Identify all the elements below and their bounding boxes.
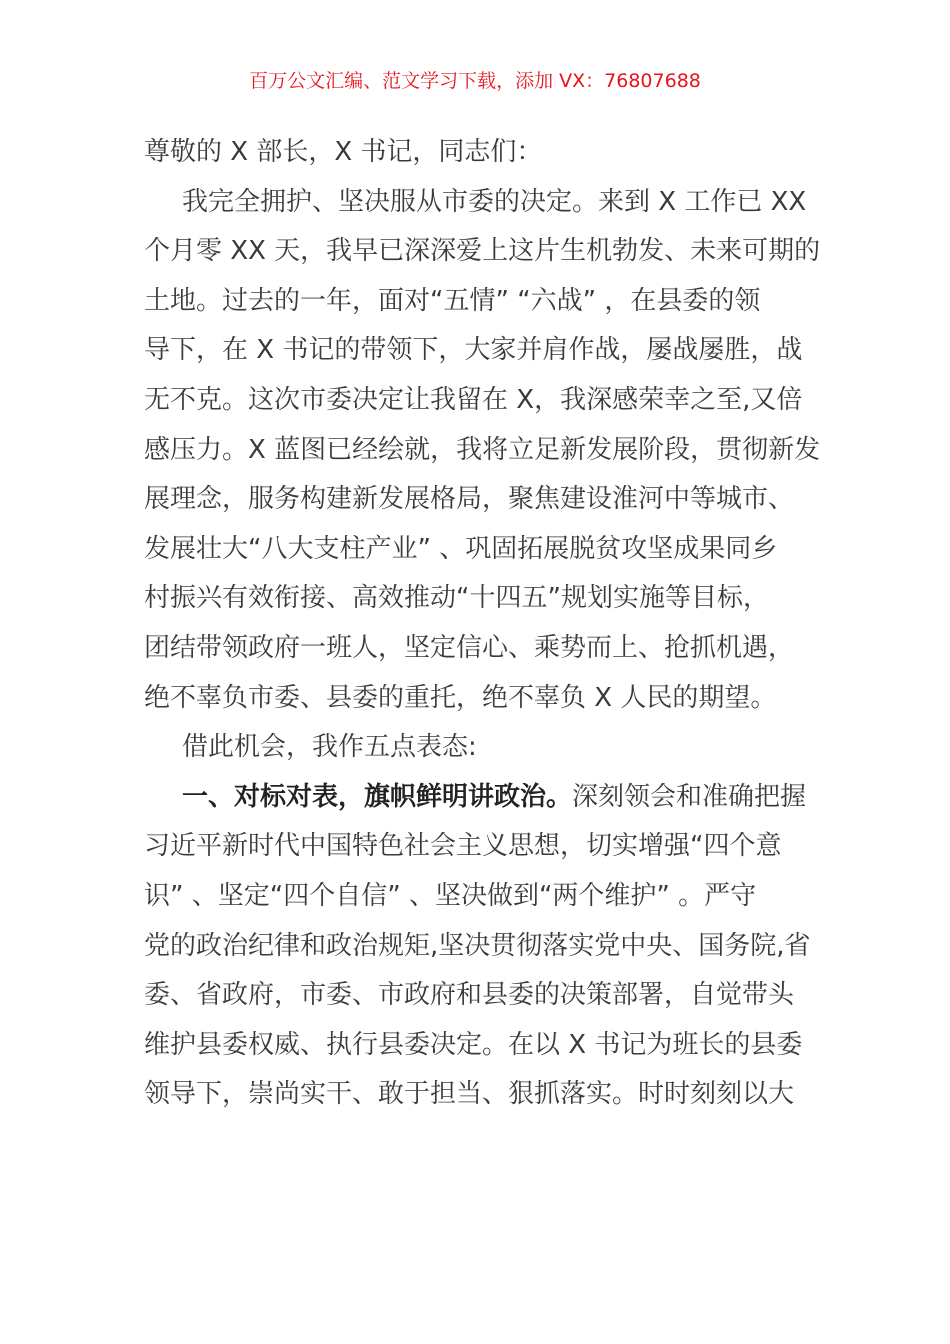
- paragraph-line: 领导下，崇尚实干、敢于担当、狠抓落实。时时刻刻以大: [144, 1079, 795, 1110]
- paragraph-3: [144, 773, 811, 1120]
- paragraph-line: 委、省政府，市委、市政府和县委的决策部署，自觉带头: [144, 980, 795, 1011]
- paragraph-line: 维护县委权威、执行县委决定。在以 X 书记为班长的县委: [144, 1029, 803, 1060]
- paragraph-line: 无不克。这次市委决定让我留在 X，我深感荣幸之至,又倍: [144, 384, 803, 415]
- salutation-text: 尊敬的 X 部长，X 书记，同志们：: [144, 137, 543, 167]
- paragraph-line: 借此机会，我作五点表态:: [182, 732, 477, 763]
- paragraph-line: 绝不辜负市委、县委的重托，绝不辜负 X 人民的期望。: [144, 682, 777, 713]
- paragraph-2: [144, 723, 808, 773]
- section-heading: 一、对标对表，旗帜鲜明讲政治。: [182, 781, 573, 812]
- paragraph-line: 个月零 XX 天，我早已深深爱上这片生机勃发、未来可期的: [144, 236, 821, 267]
- promo-banner: 百万公文汇编、范文学习下载，添加 VX：76807688: [249, 70, 701, 92]
- paragraph-line: 习近平新时代中国特色社会主义思想，切实增强“四个意: [144, 831, 782, 862]
- paragraph-line: 发展壮大“八大支柱产业” 、巩固拓展脱贫攻坚成果同乡: [144, 533, 778, 564]
- paragraph-line: 我完全拥护、坚决服从市委的决定。来到 X 工作已 XX: [182, 186, 807, 217]
- salutation: [144, 128, 808, 178]
- document-body: [144, 128, 821, 1120]
- paragraph-line: 村振兴有效衔接、高效推动“十四五”规划实施等目标，: [144, 583, 769, 614]
- paragraph-line: 展理念，服务构建新发展格局，聚焦建设淮河中等城市、: [144, 484, 795, 515]
- paragraph-line: 党的政治纪律和政治规矩,坚决贯彻落实党中央、国务院,省: [144, 930, 811, 961]
- paragraph-line: 感压力。X 蓝图已经绘就，我将立足新发展阶段，贯彻新发: [144, 434, 821, 465]
- paragraph-line: 导下，在 X 书记的带领下，大家并肩作战，屡战屡胜，战: [144, 335, 803, 366]
- paragraph-line: 土地。过去的一年，面对“五情” “六战” ，在县委的领: [144, 285, 761, 316]
- paragraph-line: [144, 773, 808, 823]
- paragraph-line: 团结带领政府一班人，坚定信心、乘势而上、抢抓机遇，: [144, 632, 795, 663]
- heading-line-rest: 深刻领会和准确把握: [572, 781, 807, 812]
- paragraph-line: 识” 、坚定“四个自信” 、坚决做到“两个维护” 。严守: [144, 880, 757, 911]
- paragraph-1: [144, 178, 821, 724]
